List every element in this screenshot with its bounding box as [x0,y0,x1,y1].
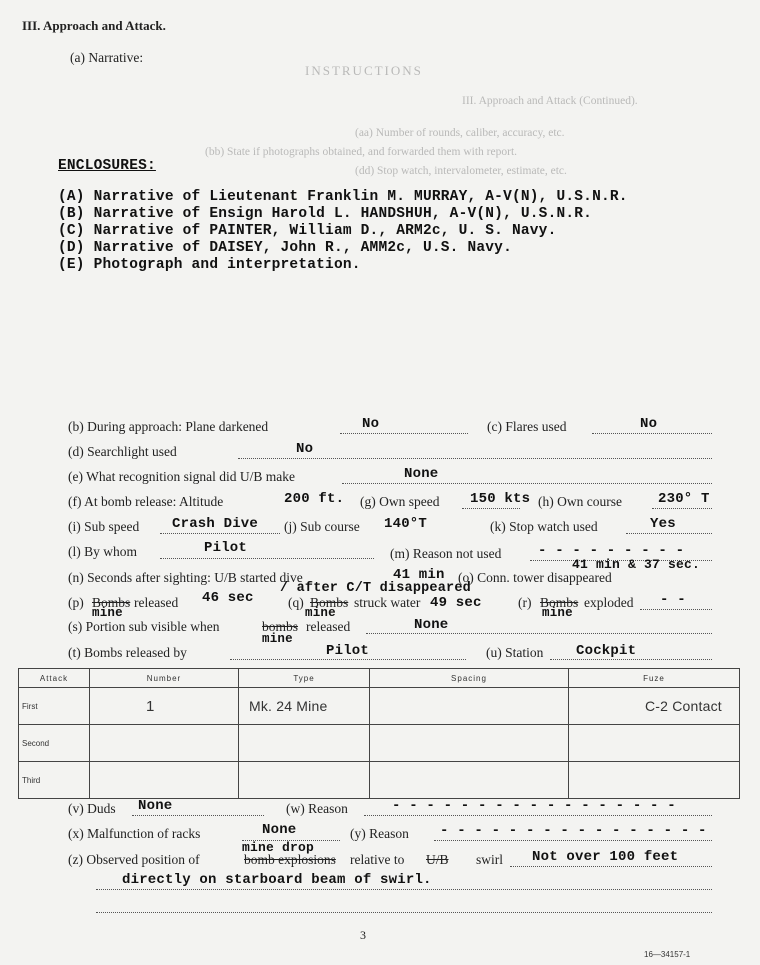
field-x-label: (x) Malfunction of racks [68,826,201,841]
table-row [19,688,740,725]
field-q-struck: Bombs [310,595,349,610]
cell-spacing [370,688,569,725]
field-v-value: None [138,798,173,814]
field-s-label2: released [306,619,351,634]
field-d-value: No [296,441,314,457]
field-q-label2: struck water [354,595,421,610]
field-f-label: (f) At bomb release: Altitude [68,494,224,509]
enclosure-item: (B) Narrative of Ensign Harold L. HANDSHUH, A-V(N), U.S.N.R. [58,206,593,222]
field-n-value: 41 min [393,567,445,583]
cell-number [90,725,239,762]
field-y-label: (y) Reason [350,826,409,841]
field-k-value: Yes [650,516,676,532]
field-f-value: 200 ft. [284,491,345,507]
section-heading: III. Approach and Attack. [22,18,166,33]
field-q-label: (q) [288,595,304,610]
enclosure-item: (A) Narrative of Lieutenant Franklin M. MURRAY, A-V(N), U.S.N.R. [58,189,628,205]
enclosures-heading: ENCLOSURES: [58,158,156,174]
field-t-label: (t) Bombs released by [68,645,187,660]
table-row [19,762,740,799]
enclosure-item: (E) Photograph and interpretation. [58,257,361,273]
field-w-value: - - - - - - - - - - - - - - - - - [392,798,676,814]
field-z-struck: bomb explosions [244,852,336,867]
cell-type [239,725,370,762]
field-e-label: (e) What recognition signal did U/B make [68,469,295,484]
field-u-label: (u) Station [486,645,544,660]
field-b-value: No [362,416,380,432]
page-number: 3 [360,928,366,942]
cell-fuze [569,762,740,799]
field-p-value: 46 sec [202,590,254,606]
field-y-value: - - - - - - - - - - - - - - - - [440,823,707,839]
cell-fuze: C-2 Contact [569,688,740,725]
enclosure-item: (C) Narrative of PAINTER, William D., ARM2c, U. S. Navy. [58,223,557,239]
field-z-mine: mine drop [242,840,315,855]
table-row [19,725,740,762]
field-h-value: 230° T [658,491,710,507]
field-i-label: (i) Sub speed [68,519,140,534]
field-q-value: 49 sec [430,595,482,611]
field-z-value: Not over 100 feet [532,849,679,865]
field-p-mine: mine [92,606,123,620]
attack-table [18,668,740,799]
cell-type [239,762,370,799]
field-k-label: (k) Stop watch used [490,519,598,534]
field-p-note: / after C/T disappeared [280,581,471,596]
field-r-label: (r) [518,595,532,610]
field-z-label: (z) Observed position of [68,852,200,867]
field-p-label2: released [134,595,179,610]
table-header-type: Type [239,669,370,688]
table-header-fuze: Fuze [569,669,740,688]
field-d-label: (d) Searchlight used [68,444,177,459]
table-header-spacing: Spacing [370,669,569,688]
field-v-label: (v) Duds [68,801,116,816]
field-n-label: (n) Seconds after sighting: U/B started dive [68,570,303,585]
row-label: First [19,688,90,725]
field-o-label: (o) Conn. tower disappeared [458,570,612,585]
ghost-line: (aa) Number of rounds, caliber, accuracy, etc. [355,127,565,139]
table-header-number: Number [90,669,239,688]
table-header-attack: Attack [19,669,90,688]
field-s-struck: bombs [262,619,299,634]
field-p-label: (p) [68,595,84,610]
ghost-line: (dd) Stop watch, intervalometer, estimate, etc. [355,165,567,177]
field-p-struck: Bombs [92,595,131,610]
cell-spacing [370,725,569,762]
field-t-value: Pilot [326,643,370,659]
field-l-value: Pilot [204,540,248,556]
field-j-value: 140°T [384,516,428,532]
field-w-label: (w) Reason [286,801,348,816]
row-label: Second [19,725,90,762]
field-m-label: (m) Reason not used [390,546,502,561]
field-c-label: (c) Flares used [487,419,567,434]
table-header-row [19,669,740,688]
field-b-label: (b) During approach: Plane darkened [68,419,269,434]
field-r-mine: mine [542,606,573,620]
field-g-label: (g) Own speed [360,494,440,509]
field-g-value: 150 kts [470,491,531,507]
field-z-value-continued: directly on starboard beam of swirl. [122,872,432,888]
cell-spacing [370,762,569,799]
field-u-value: Cockpit [576,643,637,659]
field-s-value: None [414,617,449,633]
ghost-instructions-title: INSTRUCTIONS [305,63,423,78]
field-s-label: (s) Portion sub visible when [68,619,220,634]
row-label: Third [19,762,90,799]
field-q-mine: mine [305,606,336,620]
field-z-struck2: U/B [426,852,449,867]
form-number: 16—34157-1 [644,950,691,959]
field-z-label3: swirl [476,852,503,867]
field-c-value: No [640,416,658,432]
field-r-value: - - [660,592,686,608]
field-m-value: - - - - - - - - - [538,543,685,559]
field-z-label2: relative to [350,852,405,867]
narrative-label: (a) Narrative: [70,50,144,65]
field-r-struck: Bombs [540,595,579,610]
field-r-label2: exploded [584,595,634,610]
cell-fuze [569,725,740,762]
field-e-value: None [404,466,439,482]
enclosure-item: (D) Narrative of DAISEY, John R., AMM2c, U.S. Navy. [58,240,512,256]
field-x-value: None [262,822,297,838]
ghost-line: (bb) State if photographs obtained, and forwarded them with report. [205,146,518,158]
cell-type: Mk. 24 Mine [239,688,370,725]
cell-number: 1 [90,688,239,725]
cell-number [90,762,239,799]
field-j-label: (j) Sub course [284,519,360,534]
field-o-value: 41 min & 37 sec. [572,557,701,572]
field-s-mine: mine [262,632,293,646]
ghost-section-line: III. Approach and Attack (Continued). [462,95,638,107]
field-l-label: (l) By whom [68,544,137,559]
field-h-label: (h) Own course [538,494,622,509]
field-i-value: Crash Dive [172,516,259,532]
